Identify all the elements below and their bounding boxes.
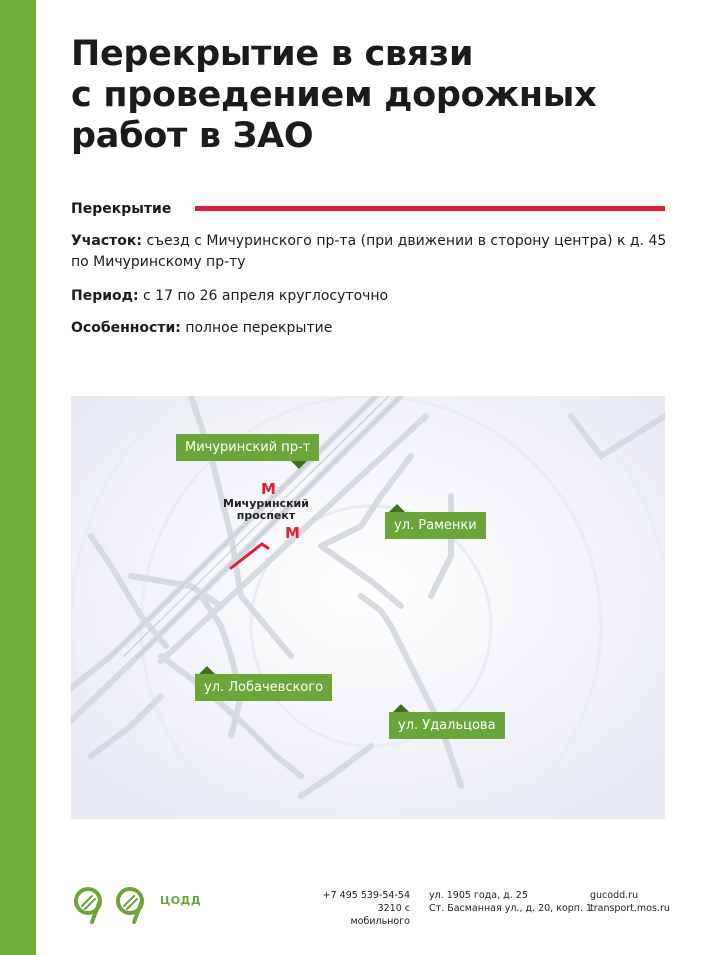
section-info [71, 231, 671, 273]
period-info [71, 286, 671, 307]
station-name-line-1: Мичуринский [223, 497, 309, 510]
label-lobachevskogo-text: ул. Лобачевского [204, 680, 324, 695]
footer-address-2: Ст. Басманная ул., д. 20, корп. 1 [429, 903, 593, 914]
label-pointer [389, 504, 405, 512]
section-text: съезд с Мичуринского пр-та (при движении в сторону центра) к д. 45 по Мичуринскому пр-ту [71, 233, 667, 270]
footer-phones [322, 889, 410, 928]
label-michurinsky-prt-text: Мичуринский пр-т [185, 440, 311, 455]
map-roads [71, 396, 665, 819]
features-label: Особенности: [71, 320, 181, 336]
footer-site-1: gucodd.ru [590, 890, 639, 901]
closure-legend [71, 199, 665, 219]
page-title [71, 34, 681, 157]
label-udaltsova [389, 712, 505, 739]
features-text: полное перекрытие [185, 320, 333, 336]
section-label: Участок: [71, 233, 142, 249]
logo-text: ЦОДД [160, 894, 202, 907]
period-text: с 17 по 26 апреля круглосуточно [143, 288, 389, 304]
title-line-3: работ в ЗАО [71, 116, 314, 156]
period-label: Период: [71, 288, 139, 304]
title-line-2: с проведением дорожных [71, 75, 597, 115]
footer-addresses [429, 889, 592, 915]
closure-legend-label: Перекрытие [71, 201, 172, 217]
station-name [211, 498, 321, 522]
metro-icon: М [261, 480, 276, 498]
station-name-line-2: проспект [236, 509, 296, 522]
label-ramenki [385, 512, 486, 539]
footer-site-2: transport.mos.ru [590, 903, 670, 914]
footer-mobile: 3210 с мобильного [350, 903, 410, 927]
title-line-1: Перекрытие в связи [71, 34, 474, 74]
closure-legend-line [195, 206, 665, 211]
label-udaltsova-text: ул. Удальцова [398, 718, 496, 733]
label-ramenki-text: ул. Раменки [394, 518, 477, 533]
footer-sites [590, 889, 670, 915]
label-pointer [393, 704, 409, 712]
closure-map [71, 396, 665, 819]
metro-icon: М [285, 524, 300, 542]
label-pointer [199, 666, 215, 674]
label-pointer [291, 461, 307, 469]
label-lobachevskogo [195, 674, 332, 701]
features-info [71, 318, 671, 339]
footer-address-1: ул. 1905 года, д. 25 [429, 890, 528, 901]
footer-phone: +7 495 539-54-54 [322, 890, 410, 901]
left-accent-bar [0, 0, 36, 955]
label-michurinsky-prt [176, 434, 319, 461]
